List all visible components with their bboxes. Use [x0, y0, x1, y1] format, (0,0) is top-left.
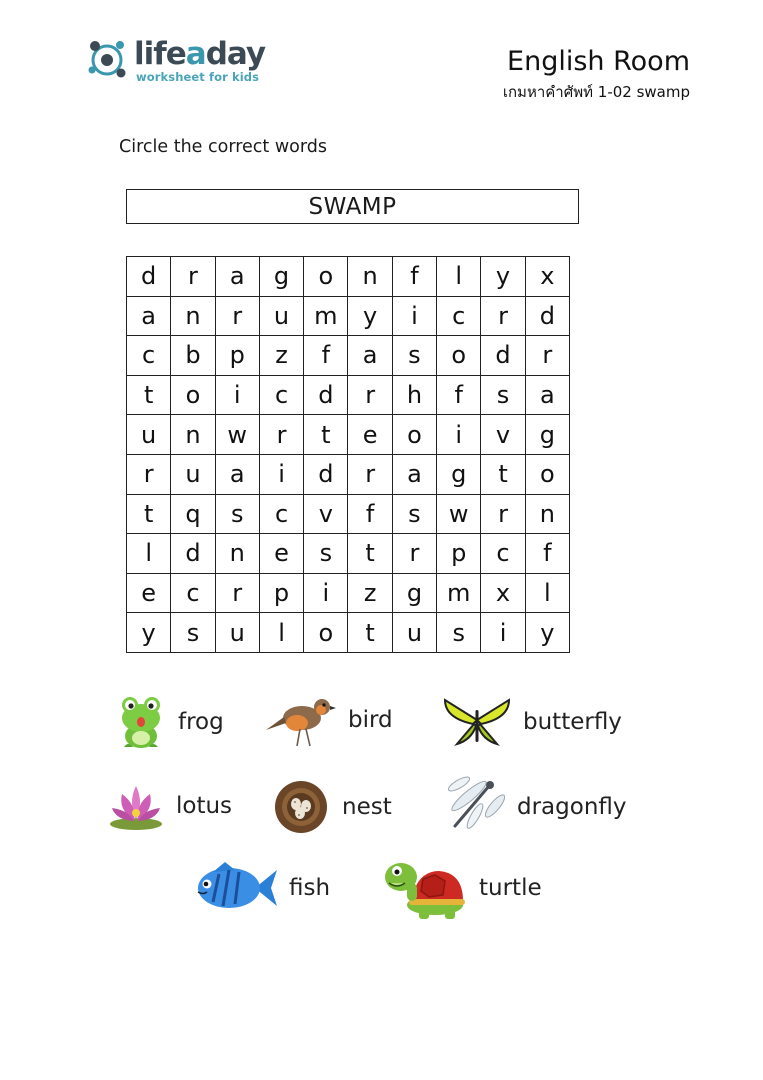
grid-cell[interactable]: o [304, 257, 348, 297]
grid-cell[interactable]: f [437, 375, 481, 415]
word-search-grid [126, 256, 570, 653]
grid-cell[interactable]: y [348, 296, 392, 336]
butterfly-icon [443, 696, 511, 748]
puzzle-title-box [126, 189, 579, 224]
grid-cell[interactable]: u [392, 613, 436, 653]
grid-cell[interactable]: i [437, 415, 481, 455]
grid-cell[interactable]: f [348, 494, 392, 534]
grid-cell[interactable]: y [127, 613, 171, 653]
grid-row [127, 534, 570, 574]
logo-tagline: worksheet for kids [136, 70, 260, 84]
grid-cell[interactable]: s [392, 336, 436, 376]
word-bank-item-bird [264, 690, 393, 750]
grid-cell[interactable]: u [259, 296, 303, 336]
grid-row [127, 573, 570, 613]
grid-cell[interactable]: g [437, 454, 481, 494]
brand-logo [86, 36, 276, 88]
grid-cell[interactable]: f [392, 257, 436, 297]
grid-cell[interactable]: z [348, 573, 392, 613]
grid-cell[interactable]: i [304, 573, 348, 613]
grid-cell[interactable]: s [392, 494, 436, 534]
grid-cell[interactable]: g [259, 257, 303, 297]
grid-cell[interactable]: s [437, 613, 481, 653]
grid-cell[interactable]: u [171, 454, 215, 494]
grid-cell[interactable]: a [525, 375, 569, 415]
word-label: frog [178, 709, 224, 735]
grid-cell[interactable]: d [127, 257, 171, 297]
grid-cell[interactable]: n [348, 257, 392, 297]
grid-cell[interactable]: c [481, 534, 525, 574]
grid-cell[interactable]: s [171, 613, 215, 653]
grid-cell[interactable]: c [259, 494, 303, 534]
word-label: nest [342, 794, 392, 820]
grid-cell[interactable]: r [215, 573, 259, 613]
grid-cell[interactable]: p [259, 573, 303, 613]
grid-cell[interactable]: e [259, 534, 303, 574]
grid-cell[interactable]: a [392, 454, 436, 494]
grid-cell[interactable]: l [437, 257, 481, 297]
grid-cell[interactable]: d [481, 336, 525, 376]
nest-icon [272, 780, 330, 834]
word-bank-item-dragonfly [445, 776, 627, 838]
grid-cell[interactable]: h [392, 375, 436, 415]
grid-cell[interactable]: x [481, 573, 525, 613]
grid-cell[interactable]: d [304, 375, 348, 415]
grid-cell[interactable]: e [127, 573, 171, 613]
dragonfly-icon [445, 776, 505, 838]
grid-cell[interactable]: g [525, 415, 569, 455]
grid-cell[interactable]: i [481, 613, 525, 653]
frog-icon [116, 692, 166, 752]
word-label: bird [348, 707, 393, 733]
grid-cell[interactable]: y [481, 257, 525, 297]
grid-cell[interactable]: l [127, 534, 171, 574]
grid-cell[interactable]: m [304, 296, 348, 336]
grid-cell[interactable]: r [481, 494, 525, 534]
grid-cell[interactable]: l [525, 573, 569, 613]
grid-cell[interactable]: o [437, 336, 481, 376]
grid-cell[interactable]: u [127, 415, 171, 455]
grid-cell[interactable]: t [481, 454, 525, 494]
grid-cell[interactable]: o [525, 454, 569, 494]
grid-cell[interactable]: r [259, 415, 303, 455]
grid-cell[interactable]: a [127, 296, 171, 336]
grid-cell[interactable]: i [215, 375, 259, 415]
word-label: fish [289, 875, 331, 901]
grid-cell[interactable]: y [525, 613, 569, 653]
grid-cell[interactable]: n [215, 534, 259, 574]
grid-cell[interactable]: c [127, 336, 171, 376]
grid-cell[interactable]: c [171, 573, 215, 613]
grid-cell[interactable]: p [437, 534, 481, 574]
grid-cell[interactable]: t [348, 613, 392, 653]
grid-row [127, 296, 570, 336]
grid-cell[interactable]: x [525, 257, 569, 297]
page-subtitle: เกมหาคำศัพท์ 1-02 swamp [502, 83, 690, 101]
grid-cell[interactable]: c [259, 375, 303, 415]
grid-cell[interactable]: r [215, 296, 259, 336]
grid-cell[interactable]: r [171, 257, 215, 297]
grid-cell[interactable]: r [392, 534, 436, 574]
grid-cell[interactable]: e [348, 415, 392, 455]
grid-cell[interactable]: r [127, 454, 171, 494]
grid-cell[interactable]: v [481, 415, 525, 455]
grid-cell[interactable]: o [392, 415, 436, 455]
logo-mark-icon [86, 36, 132, 82]
word-label: turtle [479, 875, 542, 901]
grid-row [127, 375, 570, 415]
grid-cell[interactable]: m [437, 573, 481, 613]
logo-wordmark: lifeaday [134, 36, 266, 72]
puzzle-title: SWAMP [308, 193, 397, 220]
grid-cell[interactable]: z [259, 336, 303, 376]
grid-cell[interactable]: o [304, 613, 348, 653]
instruction-text: Circle the correct words [119, 137, 327, 157]
grid-cell[interactable]: s [304, 534, 348, 574]
grid-cell[interactable]: n [171, 296, 215, 336]
word-bank-item-turtle [383, 855, 542, 921]
grid-cell[interactable]: n [171, 415, 215, 455]
grid-cell[interactable]: d [304, 454, 348, 494]
grid-cell[interactable]: f [525, 534, 569, 574]
grid-cell[interactable]: w [437, 494, 481, 534]
grid-cell[interactable]: l [259, 613, 303, 653]
grid-cell[interactable]: r [348, 375, 392, 415]
grid-cell[interactable]: a [215, 257, 259, 297]
grid-cell[interactable]: s [215, 494, 259, 534]
grid-cell[interactable]: t [127, 494, 171, 534]
turtle-icon [383, 855, 467, 921]
fish-icon [195, 862, 277, 914]
grid-cell[interactable]: a [348, 336, 392, 376]
grid-cell[interactable]: r [348, 454, 392, 494]
grid-cell[interactable]: n [525, 494, 569, 534]
word-bank-item-butterfly [443, 696, 622, 748]
grid-cell[interactable]: g [392, 573, 436, 613]
grid-row [127, 494, 570, 534]
grid-cell[interactable]: i [259, 454, 303, 494]
grid-cell[interactable]: d [525, 296, 569, 336]
grid-cell[interactable]: a [215, 454, 259, 494]
grid-cell[interactable]: d [171, 534, 215, 574]
grid-cell[interactable]: r [481, 296, 525, 336]
grid-row [127, 613, 570, 653]
grid-cell[interactable]: t [127, 375, 171, 415]
grid-row [127, 415, 570, 455]
word-bank-item-frog [116, 692, 224, 752]
grid-cell[interactable]: c [437, 296, 481, 336]
bird-icon [264, 690, 336, 750]
grid-cell[interactable]: t [348, 534, 392, 574]
word-bank-item-lotus [108, 780, 232, 832]
grid-row [127, 336, 570, 376]
word-label: dragonfly [517, 794, 627, 820]
grid-row [127, 257, 570, 297]
page-title: English Room [507, 46, 690, 77]
word-bank-item-fish [195, 862, 330, 914]
grid-cell[interactable]: s [481, 375, 525, 415]
grid-cell[interactable]: v [304, 494, 348, 534]
lotus-icon [108, 780, 164, 832]
word-label: lotus [176, 793, 233, 819]
grid-cell[interactable]: t [304, 415, 348, 455]
grid-cell[interactable]: i [392, 296, 436, 336]
grid-cell[interactable]: w [215, 415, 259, 455]
grid-cell[interactable]: r [525, 336, 569, 376]
grid-cell[interactable]: q [171, 494, 215, 534]
grid-cell[interactable]: u [215, 613, 259, 653]
word-bank-item-nest [272, 780, 392, 834]
grid-cell[interactable]: b [171, 336, 215, 376]
grid-row [127, 454, 570, 494]
grid-cell[interactable]: p [215, 336, 259, 376]
word-label: butterfly [523, 709, 622, 735]
grid-cell[interactable]: o [171, 375, 215, 415]
grid-cell[interactable]: f [304, 336, 348, 376]
